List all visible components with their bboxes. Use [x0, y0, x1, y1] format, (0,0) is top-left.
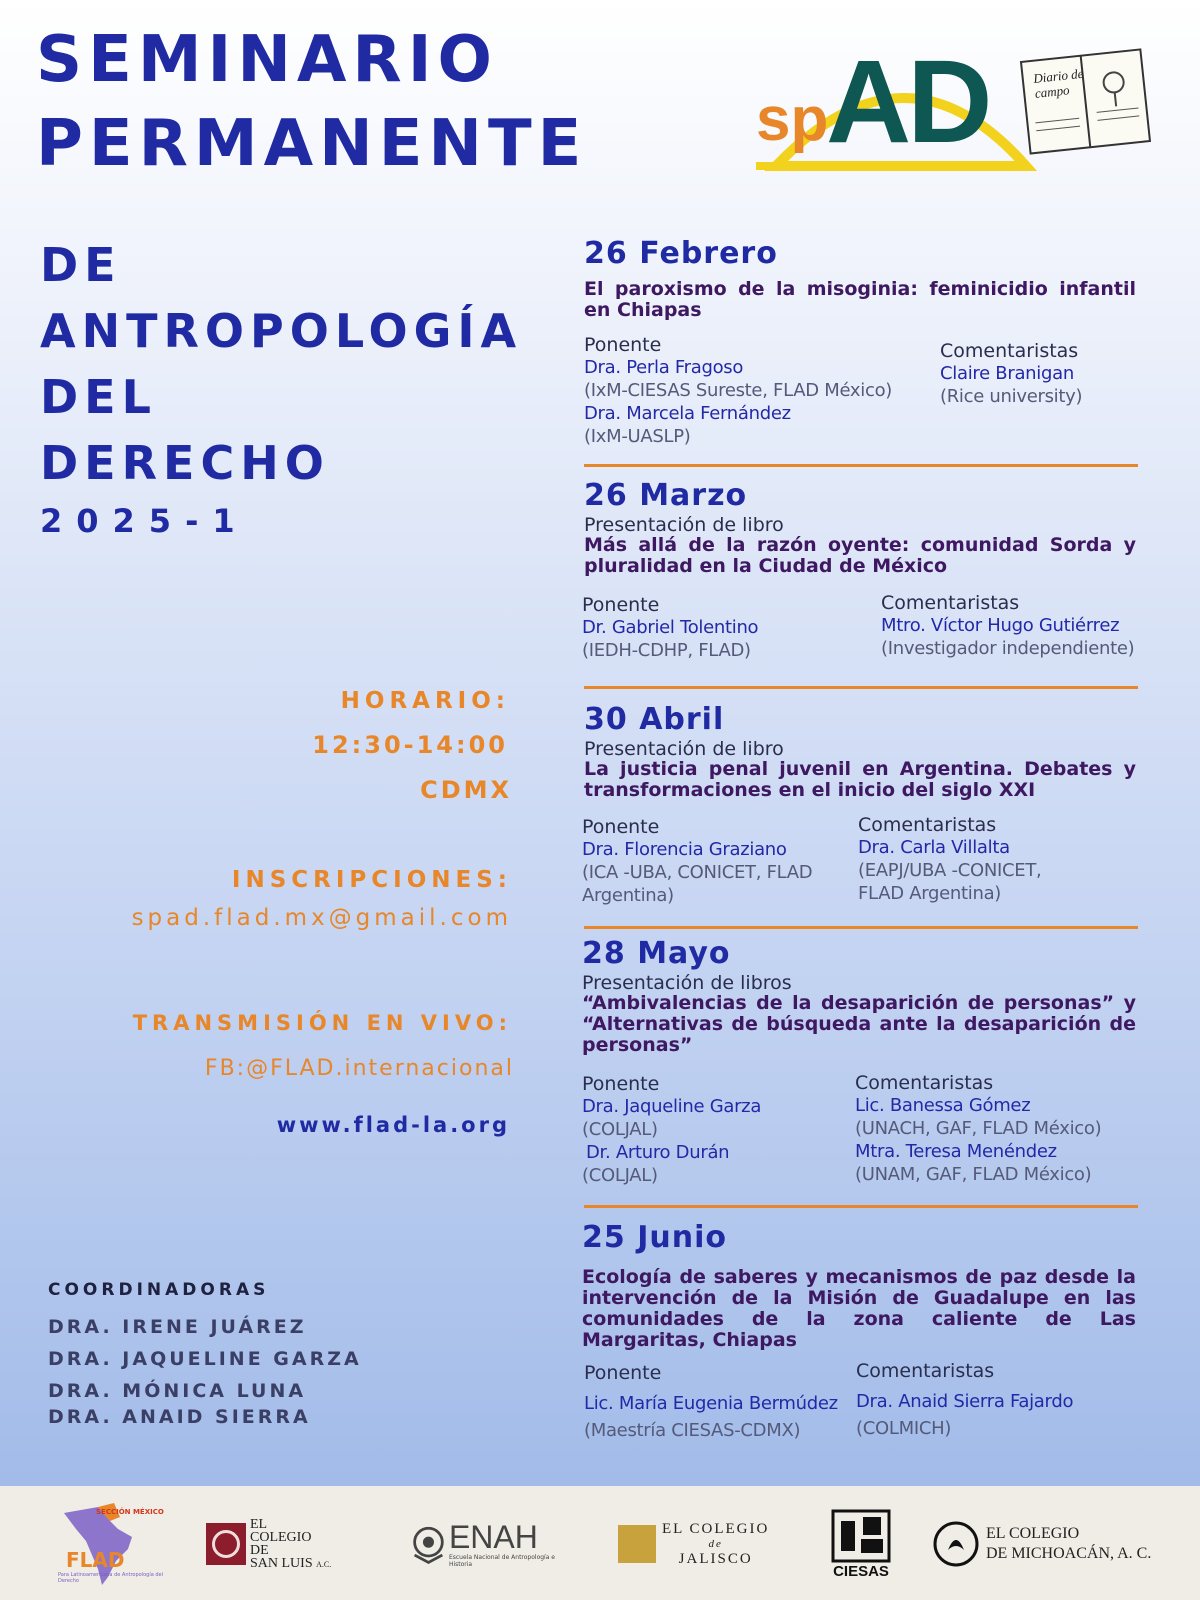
schedule-time: 12:30-14:00 [312, 731, 508, 759]
speaker-name: Dra. Perla Fragoso [584, 357, 744, 378]
subtitle-line: DEL [40, 370, 157, 424]
event-speakers [582, 1073, 761, 1187]
commentator-name: Mtro. Víctor Hugo Gutiérrez [881, 615, 1120, 636]
colmich-emblem-icon [932, 1520, 980, 1568]
colsan-emblem-icon [206, 1523, 246, 1565]
colsan-line: DE [250, 1542, 269, 1558]
event-speakers [582, 816, 832, 907]
event-date: 25 Junio [582, 1220, 727, 1255]
speakers-label: Ponente [584, 1362, 662, 1384]
event-separator [584, 464, 1138, 467]
coljal-logo [618, 1498, 788, 1590]
commentator-institution: (EAPJ/UBA -CONICET, FLAD Argentina) [858, 860, 1042, 904]
ciesas-name: CIESAS [833, 1562, 889, 1580]
registration-email-link[interactable]: spad.flad.mx@gmail.com [131, 905, 512, 931]
speaker-institution: (COLJAL) [582, 1119, 658, 1140]
event-speakers [584, 1362, 838, 1442]
coordinator-name: DRA. JAQUELINE GARZA [48, 1348, 362, 1370]
subtitle-block [40, 232, 522, 496]
event-title: Ecología de saberes y mecanismos de paz desde la intervención de la Misión de Guadalupe en las comunidades de la zona caliente de Las Margaritas, Chiapas [582, 1266, 1136, 1351]
colsan-line: EL [250, 1516, 268, 1532]
speaker-name: Lic. María Eugenia Bermúdez [584, 1393, 838, 1414]
commentators-label: Comentaristas [940, 340, 1079, 362]
ciesas-logo [826, 1498, 896, 1590]
colsan-suffix: A.C. [316, 1559, 332, 1569]
event-date: 26 Marzo [584, 478, 748, 513]
colsan-text [250, 1518, 331, 1571]
flad-name: FLAD [66, 1548, 125, 1572]
coordinator-name: DRA. IRENE JUÁREZ [48, 1316, 307, 1338]
event-separator [584, 686, 1138, 689]
subtitle-line: ANTROPOLOGÍA [40, 304, 523, 358]
event-commentators [881, 592, 1134, 660]
commentator-institution: (UNACH, GAF, FLAD México) [855, 1118, 1102, 1139]
commentator-name: Claire Branigan [940, 363, 1074, 384]
speakers-label: Ponente [584, 334, 662, 356]
registration-label: INSCRIPCIONES: [231, 867, 512, 893]
colsan-line: COLEGIO [250, 1529, 312, 1545]
spad-logo-book-text: Diario de campo [1032, 65, 1085, 101]
commentator-institution: (Rice university) [940, 386, 1083, 407]
subtitle-line: DE [40, 238, 122, 292]
coljal-emblem-icon [618, 1525, 656, 1563]
coljal-line: JALISCO [678, 1550, 753, 1567]
edition-year: 2025-1 [40, 502, 249, 540]
speaker-name: Dra. Marcela Fernández [584, 403, 791, 424]
event-title: Más allá de la razón oyente: comunidad Sorda y pluralidad en la Ciudad de México [584, 534, 1136, 577]
facebook-link[interactable]: FB:@FLAD.internacional [204, 1056, 514, 1081]
flad-tagline: Para Latinoamericana de Antropología del Derecho [58, 1572, 164, 1584]
speakers-label: Ponente [582, 594, 660, 616]
event-subtitle: Presentación de libro [584, 738, 784, 760]
colsan-line: SAN LUIS [250, 1555, 313, 1571]
schedule-label: HORARIO: [340, 688, 510, 714]
spad-logo-ad: AD [826, 36, 989, 168]
speaker-institution: (IxM-CIESAS Sureste, FLAD México) [584, 380, 893, 401]
commentator-institution: (UNAM, GAF, FLAD México) [855, 1164, 1092, 1185]
event-card [584, 236, 1136, 321]
event-title: El paroxismo de la misoginia: feminicidio infantil en Chiapas [584, 278, 1136, 321]
speaker-institution: (ICA -UBA, CONICET, FLAD Argentina) [582, 862, 813, 906]
commentators-label: Comentaristas [856, 1360, 995, 1382]
event-commentators [855, 1072, 1101, 1186]
colmich-logo [932, 1498, 1172, 1590]
speaker-institution: (Maestría CIESAS-CDMX) [584, 1420, 801, 1441]
event-subtitle: Presentación de libro [584, 514, 784, 536]
speakers-label: Ponente [582, 1073, 660, 1095]
coordinator-name: DRA. ANAID SIERRA [48, 1406, 311, 1428]
speaker-institution: (COLJAL) [582, 1165, 658, 1186]
flad-logo [58, 1498, 168, 1590]
event-commentators [940, 340, 1082, 408]
event-card [582, 1220, 1136, 1351]
speaker-name: Dra. Jaqueline Garza [582, 1096, 762, 1117]
event-card [584, 702, 1136, 801]
live-label: TRANSMISIÓN EN VIVO: [132, 1011, 512, 1035]
enah-tagline: Escuela Nacional de Antropología e Historia [448, 1554, 555, 1568]
commentators-label: Comentaristas [855, 1072, 994, 1094]
event-title: La justicia penal juvenil en Argentina. Debates y transformaciones en el inicio del siglo XXI [584, 758, 1136, 801]
title-line-2: PERMANENTE [36, 107, 588, 181]
subtitle-line: DERECHO [40, 436, 330, 490]
event-commentators [856, 1360, 1073, 1440]
commentator-name: Lic. Banessa Gómez [855, 1095, 1031, 1116]
speaker-name: Dr. Arturo Durán [586, 1142, 730, 1163]
event-title: “Ambivalencias de la desaparición de personas” y “Alternativas de búsqueda ante la desaparición de personas” [582, 992, 1136, 1056]
event-date: 26 Febrero [584, 236, 778, 271]
schedule-city: CDMX [420, 776, 512, 804]
event-card [584, 478, 1136, 577]
commentator-institution: (Investigador independiente) [881, 638, 1135, 659]
commentator-name: Dra. Carla Villalta [858, 837, 1010, 858]
event-speakers [584, 334, 892, 448]
event-date: 30 Abril [584, 702, 725, 737]
flad-section: SECCIÓN MÉXICO [96, 1508, 164, 1516]
speakers-label: Ponente [582, 816, 660, 838]
event-speakers [582, 594, 758, 662]
event-card [582, 936, 1136, 1056]
ciesas-emblem-icon [831, 1509, 891, 1563]
coljal-line: EL COLEGIO [662, 1520, 770, 1537]
enah-emblem-icon [410, 1522, 447, 1566]
speaker-institution: (IxM-UASLP) [584, 426, 691, 447]
coljal-text [662, 1522, 769, 1567]
colmich-text [986, 1524, 1151, 1564]
colmich-line: EL COLEGIO [986, 1525, 1080, 1542]
coljal-line: de [708, 1537, 723, 1550]
spad-logo [756, 36, 1156, 180]
website-link[interactable]: www.flad-la.org [276, 1113, 510, 1137]
coordinators-block [48, 1280, 362, 1428]
commentators-label: Comentaristas [881, 592, 1020, 614]
commentator-institution: (COLMICH) [856, 1418, 952, 1439]
speaker-institution: (IEDH-CDHP, FLAD) [582, 640, 751, 661]
commentator-name: Mtra. Teresa Menéndez [855, 1141, 1057, 1162]
commentators-label: Comentaristas [858, 814, 997, 836]
event-date: 28 Mayo [582, 936, 731, 971]
colsan-logo [206, 1498, 356, 1590]
coordinator-name: DRA. MÓNICA LUNA [48, 1380, 307, 1402]
enah-logo [410, 1498, 570, 1590]
title-line-1: SEMINARIO [36, 23, 498, 97]
enah-name: ENAH [448, 1519, 538, 1555]
event-separator [584, 1205, 1138, 1208]
speaker-name: Dr. Gabriel Tolentino [582, 617, 759, 638]
event-separator [584, 926, 1138, 929]
event-commentators [858, 814, 1078, 905]
colmich-line: DE MICHOACÁN, A. C. [986, 1545, 1152, 1562]
speaker-name: Dra. Florencia Graziano [582, 839, 787, 860]
event-subtitle: Presentación de libros [582, 972, 792, 994]
spad-logo-sp: sp [756, 85, 829, 154]
commentator-name: Dra. Anaid Sierra Fajardo [856, 1391, 1074, 1412]
coordinators-heading: COORDINADORAS [48, 1280, 270, 1300]
